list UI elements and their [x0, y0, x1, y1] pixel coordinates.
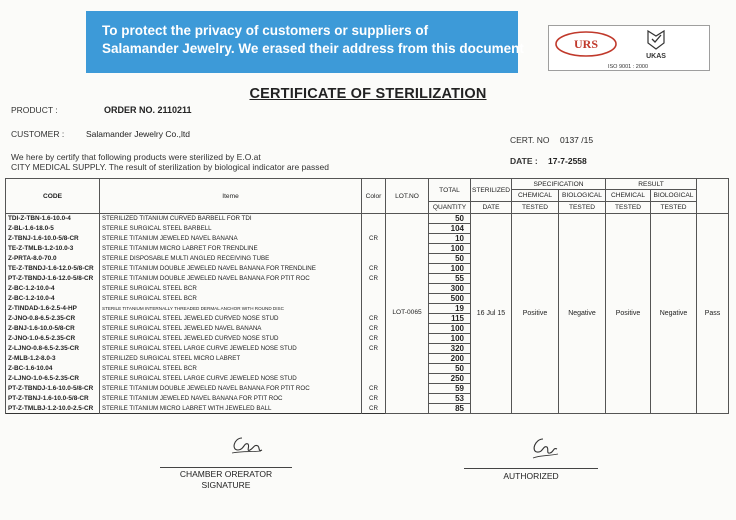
- row-code: PT-Z-TBNDJ-1.6-10.0-5/8-CR: [6, 384, 100, 394]
- final-result: Pass: [697, 214, 729, 414]
- authorized-label: AUTHORIZED: [503, 471, 559, 481]
- row-color: [362, 294, 386, 304]
- row-quantity: 320: [429, 344, 471, 354]
- header-spec-biological-tested: TESTED: [559, 202, 606, 214]
- row-code: Z-BC-1.6-10.04: [6, 364, 100, 374]
- banner-line-2: Salamander Jewelry. We erased their address from this document: [102, 41, 524, 56]
- header-result-biological-tested: TESTED: [651, 202, 697, 214]
- row-item: STERILIZED SURGICAL STEEL MICRO LABRET: [100, 354, 362, 364]
- signature-label: SIGNATURE: [201, 480, 251, 490]
- row-item: STERILE TITANIUM MICRO LABRET FOR TRENDLINE: [100, 244, 362, 254]
- authorized-signature-line: [464, 468, 598, 469]
- row-code: Z-JNO-0.8-6.5-2.35-CR: [6, 314, 100, 324]
- row-code: TE-Z-TBNDJ-1.6-12.0-5/8-CR: [6, 264, 100, 274]
- row-code: TE-Z-TMLB-1.2-10.0-3: [6, 244, 100, 254]
- date-label: DATE :: [510, 156, 538, 166]
- row-code: PT-Z-TBNJ-1.6-10.0-5/8-CR: [6, 394, 100, 404]
- row-color: CR: [362, 344, 386, 354]
- row-quantity: 50: [429, 254, 471, 264]
- row-item: STERILE DISPOSABLE MULTI ANGLED RECEIVING TUBE: [100, 254, 362, 264]
- row-item: STERILIZED TITANIUM CURVED BARBELL FOR TDI: [100, 214, 362, 224]
- header-date: DATE: [471, 202, 512, 214]
- row-item: STERILE TITANIUM JEWELED NAVEL BANANA: [100, 234, 362, 244]
- operator-signature-mark: [228, 434, 264, 456]
- customer-label: CUSTOMER :: [11, 129, 65, 139]
- row-color: CR: [362, 234, 386, 244]
- row-color: [362, 214, 386, 224]
- row-quantity: 300: [429, 284, 471, 294]
- row-color: CR: [362, 264, 386, 274]
- row-quantity: 50: [429, 214, 471, 224]
- row-color: CR: [362, 324, 386, 334]
- row-item: STERILE TITANIUM DOUBLE JEWELED NAVEL BANANA FOR PTIT ROC: [100, 274, 362, 284]
- header-result: RESULT: [606, 179, 697, 190]
- row-code: Z-JNO-1.0-6.5-2.35-CR: [6, 334, 100, 344]
- statement-line-1: We here by certify that following products were sterilized by E.O.at: [11, 152, 261, 162]
- row-color: [362, 244, 386, 254]
- row-item: STERILE SURGICAL STEEL LARGE CURVE JEWELED NOSE STUD: [100, 344, 362, 354]
- customer-value: Salamander Jewelry Co.,ltd: [86, 129, 190, 139]
- row-color: CR: [362, 334, 386, 344]
- row-quantity: 19: [429, 304, 471, 314]
- row-color: [362, 284, 386, 294]
- certification-logos: [548, 25, 710, 71]
- row-quantity: 250: [429, 374, 471, 384]
- row-color: [362, 374, 386, 384]
- row-item: STERILE SURGICAL STEEL BCR: [100, 284, 362, 294]
- row-item: STERILE SURGICAL STEEL JEWELED CURVED NOSE STUD: [100, 334, 362, 344]
- row-item: STERILE SURGICAL STEEL BCR: [100, 294, 362, 304]
- sterilization-table: [5, 178, 729, 414]
- operator-signature-line: [160, 467, 292, 468]
- row-quantity: 104: [429, 224, 471, 234]
- row-item: STERILE SURGICAL STEEL JEWELED NAVEL BANANA: [100, 324, 362, 334]
- product-label: PRODUCT :: [11, 105, 58, 115]
- statement-line-2: CITY MEDICAL SUPPLY. The result of sterilization by biological indicator are passed: [11, 162, 329, 172]
- row-color: [362, 254, 386, 264]
- header-spec-chemical-tested: TESTED: [512, 202, 559, 214]
- row-item: STERILE TITANIUM INTERNALLY THREADED DERMAL ANCHOR WITH ROUND DISC: [100, 304, 362, 314]
- table-body: [6, 214, 729, 414]
- header-result-chemical-tested: TESTED: [606, 202, 651, 214]
- header-spec-biological: BIOLOGICAL: [559, 190, 606, 202]
- row-code: Z-MLB-1.2-8.0-3: [6, 354, 100, 364]
- header-specification: SPECIFICATION: [512, 179, 606, 190]
- row-code: Z-TBNJ-1.6-10.0-5/8-CR: [6, 234, 100, 244]
- table-row: [6, 214, 729, 224]
- urs-logo-text: URS: [573, 37, 599, 51]
- header-spec-chemical: CHEMICAL: [512, 190, 559, 202]
- row-quantity: 500: [429, 294, 471, 304]
- row-item: STERILE SURGICAL STEEL BARBELL: [100, 224, 362, 234]
- row-code: PT-Z-TMLBJ-1.2-10.0-2.5-CR: [6, 404, 100, 414]
- row-code: Z-BL-1.6-18.0-5: [6, 224, 100, 234]
- result-biological: Negative: [651, 214, 697, 414]
- lot-number: LOT-0065: [386, 214, 429, 414]
- banner-line-1: To protect the privacy of customers or suppliers of: [102, 23, 429, 38]
- row-code: Z-LJNO-1.0-6.5-2.35-CR: [6, 374, 100, 384]
- row-color: [362, 224, 386, 234]
- row-item: STERILE TITANIUM JEWELED NAVEL BANANA FOR PTIT ROC: [100, 394, 362, 404]
- privacy-banner: [86, 11, 524, 73]
- row-quantity: 100: [429, 244, 471, 254]
- operator-label: CHAMBER ORERATOR: [179, 469, 273, 479]
- header-color: Color: [362, 179, 386, 214]
- row-color: [362, 354, 386, 364]
- product-value: ORDER NO. 2110211: [104, 105, 192, 115]
- row-color: [362, 364, 386, 374]
- row-code: Z-BNJ-1.6-10.0-5/8-CR: [6, 324, 100, 334]
- spec-biological-result: Negative: [559, 214, 606, 414]
- ukas-logo-text: UKAS: [646, 53, 666, 60]
- row-quantity: 100: [429, 264, 471, 274]
- row-item: STERILE SURGICAL STEEL JEWELED CURVED NOSE STUD: [100, 314, 362, 324]
- header-quantity: QUANTITY: [429, 202, 471, 214]
- row-quantity: 59: [429, 384, 471, 394]
- row-quantity: 10: [429, 234, 471, 244]
- row-quantity: 85: [429, 404, 471, 414]
- cert-no-label: CERT. NO: [510, 135, 550, 145]
- header-blank: [697, 179, 729, 214]
- row-code: Z-PRTA-8.0-70.0: [6, 254, 100, 264]
- row-item: STERILE TITANIUM DOUBLE JEWELED NAVEL BANANA FOR TRENDLINE: [100, 264, 362, 274]
- row-quantity: 100: [429, 324, 471, 334]
- authorized-signature-mark: [527, 436, 561, 462]
- header-result-biological: BIOLOGICAL: [651, 190, 697, 202]
- row-color: [362, 304, 386, 314]
- row-item: STERILE SURGICAL STEEL LARGE CURVE JEWELED NOSE STUD: [100, 374, 362, 384]
- row-item: STERILE TITANIUM DOUBLE JEWELED NAVEL BANANA FOR PTIT ROC: [100, 384, 362, 394]
- row-code: Z-TINDAD-1.6-2.5-4-HP: [6, 304, 100, 314]
- row-color: CR: [362, 384, 386, 394]
- row-color: CR: [362, 394, 386, 404]
- header-code: CODE: [6, 179, 100, 214]
- row-code: Z-LJNO-0.8-6.5-2.35-CR: [6, 344, 100, 354]
- row-quantity: 55: [429, 274, 471, 284]
- header-total: TOTAL: [429, 179, 471, 202]
- row-code: Z-BC-1.2-10.0-4: [6, 284, 100, 294]
- row-code: TDI-Z-TBN-1.6-10.0-4: [6, 214, 100, 224]
- row-code: PT-Z-TBNDJ-1.6-12.0-5/8-CR: [6, 274, 100, 284]
- header-sterilized: STERILIZED: [471, 179, 512, 202]
- iso-label: ISO 9001 : 2000: [607, 64, 649, 70]
- row-quantity: 100: [429, 334, 471, 344]
- row-quantity: 200: [429, 354, 471, 364]
- header-result-chemical: CHEMICAL: [606, 190, 651, 202]
- cert-no-value: 0137 /15: [560, 135, 594, 145]
- row-quantity: 115: [429, 314, 471, 324]
- spec-chemical-result: Positive: [512, 214, 559, 414]
- row-item: STERILE SURGICAL STEEL BCR: [100, 364, 362, 374]
- header-item: Iteme: [100, 179, 362, 214]
- result-chemical: Positive: [606, 214, 651, 414]
- sterilized-date: 16 Jul 15: [471, 214, 512, 414]
- row-color: CR: [362, 314, 386, 324]
- date-value: 17-7-2558: [548, 156, 587, 166]
- row-color: CR: [362, 404, 386, 414]
- row-quantity: 53: [429, 394, 471, 404]
- row-item: STERILE TITANIUM MICRO LABRET WITH JEWELED BALL: [100, 404, 362, 414]
- certificate-title: CERTIFICATE OF STERILIZATION: [249, 86, 487, 102]
- row-quantity: 50: [429, 364, 471, 374]
- row-color: CR: [362, 274, 386, 284]
- row-code: Z-BC-1.2-10.0-4: [6, 294, 100, 304]
- header-lot: LOT.NO: [386, 179, 429, 214]
